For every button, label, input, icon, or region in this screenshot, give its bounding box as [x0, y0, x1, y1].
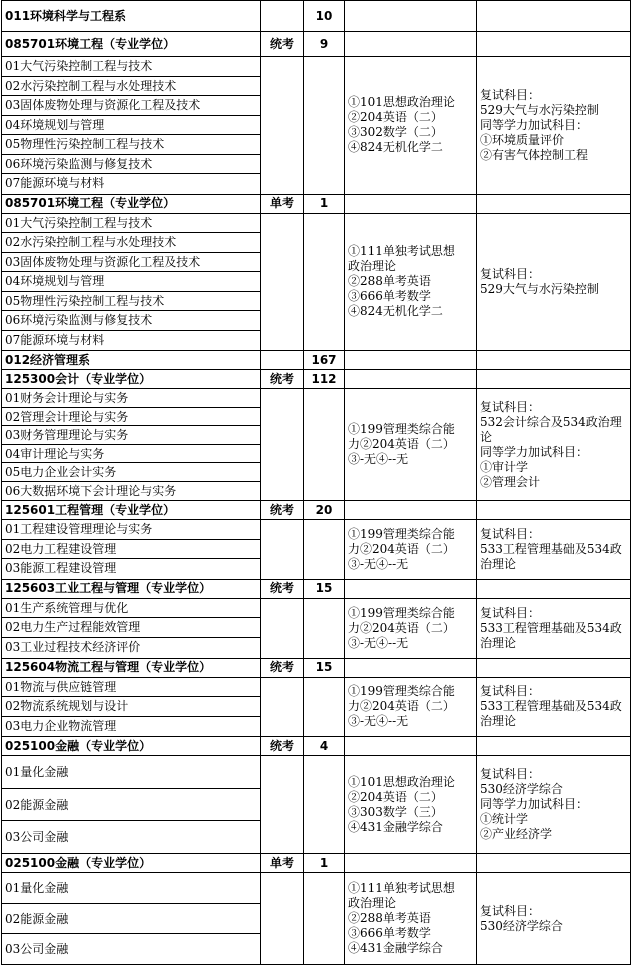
direction-item: 03电力企业物流管理: [5, 718, 117, 733]
direction-item: 02电力生产过程能效管理: [2, 618, 260, 638]
enrollment-count: 4: [304, 737, 345, 756]
exam-subjects: ①101思想政治理论 ②204英语（二） ③302数学（二） ④824无机化学二: [345, 57, 477, 195]
retest-subjects: 复试科目： 533工程管理基础及534政 治理论: [477, 677, 631, 737]
retest-subjects: 复试科目： 533工程管理基础及534政 治理论: [477, 598, 631, 658]
major-detail-block: [2, 598, 631, 658]
direction-item: 02能源金融: [2, 904, 260, 934]
direction-item: 03固体废物处理与资源化工程及技术: [2, 96, 260, 116]
major-name: 025100金融（专业学位）: [2, 737, 261, 756]
major-detail-block: [2, 213, 631, 351]
direction-item: 01量化金融: [2, 873, 260, 903]
direction-item: 01物流与供应链管理: [2, 678, 260, 698]
exam-subjects: ①111单独考试思想 政治理论 ②288单考英语 ③666单考数学 ④824无机化学二: [345, 213, 477, 351]
direction-item: 03财务管理理论与实务: [2, 426, 260, 445]
major-row: [2, 194, 631, 213]
research-directions: [2, 213, 261, 351]
department-name: 012经济管理系: [2, 351, 261, 370]
direction-item: 02物流系统规划与设计: [2, 697, 260, 717]
enrollment-count: 20: [304, 501, 345, 520]
major-row: [2, 737, 631, 756]
exam-subjects: ①101思想政治理论 ②204英语（二） ③303数学（三） ④431金融学综合: [345, 756, 477, 854]
direction-item: 07能源环境与材料: [5, 332, 105, 347]
major-detail-block: [2, 520, 631, 580]
major-name: 125603工业工程与管理（专业学位）: [2, 579, 261, 598]
exam-subjects: ①199管理类综合能 力②204英语（二） ③-无④--无: [345, 520, 477, 580]
research-directions: [2, 677, 261, 737]
exam-type: 统考: [261, 658, 304, 677]
direction-item: 01量化金融: [2, 756, 260, 788]
direction-item: 05物理性污染控制工程与技术: [2, 292, 260, 312]
major-name: 025100金融（专业学位）: [2, 854, 261, 873]
department-row: [2, 351, 631, 370]
retest-subjects: 复试科目： 529大气与水污染控制: [477, 213, 631, 351]
department-name: 011环境科学与工程系: [2, 1, 261, 32]
direction-item: 02管理会计理论与实务: [2, 408, 260, 427]
exam-subjects: ①199管理类综合能 力②204英语（二） ③-无④--无: [345, 598, 477, 658]
major-detail-block: [2, 873, 631, 965]
exam-type: 统考: [261, 579, 304, 598]
major-detail-block: [2, 756, 631, 854]
exam-type: 统考: [261, 501, 304, 520]
exam-type: 单考: [261, 194, 304, 213]
direction-item: 02水污染控制工程与水处理技术: [2, 233, 260, 253]
major-row: [2, 370, 631, 389]
major-row: [2, 501, 631, 520]
enrollment-count: 1: [304, 854, 345, 873]
enrollment-count: 9: [304, 32, 345, 57]
research-directions: [2, 873, 261, 965]
research-directions: [2, 598, 261, 658]
direction-item: 01生产系统管理与优化: [2, 599, 260, 619]
direction-item: 02电力工程建设管理: [2, 540, 260, 560]
exam-subjects: ①199管理类综合能 力②204英语（二） ③-无④--无: [345, 389, 477, 501]
direction-item: 03公司金融: [5, 941, 69, 956]
direction-item: 04审计理论与实务: [2, 445, 260, 464]
research-directions: [2, 57, 261, 195]
direction-item: 02水污染控制工程与水处理技术: [2, 77, 260, 97]
research-directions: [2, 520, 261, 580]
direction-item: 03公司金融: [5, 829, 69, 844]
exam-subjects: ①199管理类综合能 力②204英语（二） ③-无④--无: [345, 677, 477, 737]
direction-item: 05电力企业会计实务: [2, 463, 260, 482]
research-directions: [2, 389, 261, 501]
exam-subjects: ①111单独考试思想 政治理论 ②288单考英语 ③666单考数学 ④431金融学综合: [345, 873, 477, 965]
direction-item: 05物理性污染控制工程与技术: [2, 135, 260, 155]
major-name: 125601工程管理（专业学位）: [2, 501, 261, 520]
research-directions: [2, 756, 261, 854]
retest-subjects: 复试科目： 533工程管理基础及534政 治理论: [477, 520, 631, 580]
major-detail-block: [2, 677, 631, 737]
exam-type: 统考: [261, 737, 304, 756]
direction-item: 04环境规划与管理: [2, 116, 260, 136]
major-row: [2, 32, 631, 57]
major-detail-block: [2, 389, 631, 501]
direction-item: 03能源工程建设管理: [5, 561, 117, 576]
major-row: [2, 854, 631, 873]
enrollment-count: 112: [304, 370, 345, 389]
exam-type: 统考: [261, 32, 304, 57]
direction-item: 06环境污染监测与修复技术: [2, 311, 260, 331]
direction-item: 01大气污染控制工程与技术: [2, 214, 260, 234]
retest-subjects: 复试科目： 530经济学综合 同等学力加试科目： ①统计学 ②产业经济学: [477, 756, 631, 854]
enrollment-count: 1: [304, 194, 345, 213]
direction-item: 07能源环境与材料: [5, 176, 105, 190]
exam-type: 统考: [261, 370, 304, 389]
direction-item: 03工业过程技术经济评价: [5, 639, 141, 654]
enrollment-count: 15: [304, 579, 345, 598]
enrollment-count: 10: [304, 1, 345, 32]
enrollment-count: 167: [304, 351, 345, 370]
department-row: [2, 1, 631, 32]
retest-subjects: 复试科目： 530经济学综合: [477, 873, 631, 965]
major-name: 125604物流工程与管理（专业学位）: [2, 658, 261, 677]
direction-item: 06环境污染监测与修复技术: [2, 155, 260, 175]
major-detail-block: [2, 57, 631, 195]
retest-subjects: 复试科目： 529大气与水污染控制 同等学力加试科目： ①环境质量评价 ②有害气体控制工程: [477, 57, 631, 195]
enrollment-count: 15: [304, 658, 345, 677]
direction-item: 04环境规划与管理: [2, 272, 260, 292]
admissions-table: [1, 0, 631, 965]
major-name: 085701环境工程（专业学位）: [2, 32, 261, 57]
direction-item: 02能源金融: [2, 789, 260, 821]
retest-subjects: 复试科目： 532会计综合及534政治理 论 同等学力加试科目： ①审计学 ②管理会计: [477, 389, 631, 501]
exam-type: 单考: [261, 854, 304, 873]
major-row: [2, 579, 631, 598]
direction-item: 01大气污染控制工程与技术: [2, 57, 260, 77]
direction-item: 06大数据环境下会计理论与实务: [5, 483, 177, 498]
major-name: 125300会计（专业学位）: [2, 370, 261, 389]
major-name: 085701环境工程（专业学位）: [2, 194, 261, 213]
major-row: [2, 658, 631, 677]
direction-item: 01财务会计理论与实务: [2, 389, 260, 408]
direction-item: 03固体废物处理与资源化工程及技术: [2, 253, 260, 273]
direction-item: 01工程建设管理理论与实务: [2, 520, 260, 540]
